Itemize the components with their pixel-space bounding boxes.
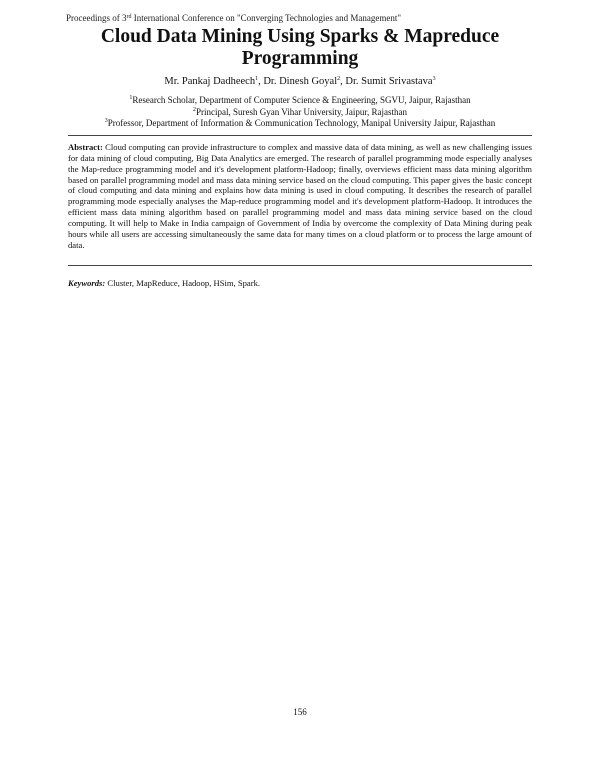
- author-affiliation-mark: 3: [432, 76, 436, 82]
- affiliation: [60, 118, 540, 130]
- author-separator: ,: [340, 76, 346, 87]
- running-head-ordinal: rd: [126, 14, 132, 20]
- abstract: [68, 142, 532, 250]
- keywords: [68, 278, 532, 289]
- author-name: Dr. Dinesh Goyal: [263, 76, 338, 87]
- author-list: [60, 75, 540, 88]
- keywords-label: Keywords:: [68, 278, 106, 288]
- running-head: [66, 12, 401, 24]
- paper-title: Cloud Data Mining Using Sparks & Mapreduce Programming: [100, 26, 500, 69]
- author-name: Mr. Pankaj Dadheech: [164, 76, 256, 87]
- affiliation-mark: 1: [129, 95, 133, 101]
- author-affiliation-mark: 1: [255, 76, 259, 82]
- running-head-suffix: International Conference on "Converging Technologies and Management": [131, 13, 402, 23]
- running-head-prefix: Proceedings of 3: [66, 13, 127, 23]
- affiliation-mark: 3: [104, 118, 108, 124]
- author-separator: ,: [258, 76, 264, 87]
- author-name: Dr. Sumit Srivastava: [345, 76, 433, 87]
- abstract-text: Cloud computing can provide infrastructure to complex and massive data of data mining, as well as new challenging issues for data mining of cloud computing, Big Data Analytics are emerged. The research of parallel programming mode especially analyses the Map-reduce programming model and it's development platform-Hadoop; finally, overviews efficient mass data mining algorithm based on parallel programming model and mass data mining service based on the cloud computing. This paper gives the basic concept of cloud computing and data mining and explains how data mining is used in cloud computing. It describes the research of parallel programming mode especially analyses the Map-reduce programming model and it's development platform-Hadoop. It introduces the efficient mass data mining algorithm based on parallel programming model and mass data mining service based on the cloud computing. It will help to Make in India campaign of Government of India by overcome the complexity of Data Mining during peak hours while all users are accessing simultaneously the same data for many times on a cloud platform or to process the large amount of data.: [68, 142, 532, 250]
- affiliation: [60, 95, 540, 107]
- affiliation-text: Research Scholar, Department of Computer Science & Engineering, SGVU, Jaipur, Rajasthan: [132, 95, 471, 105]
- affiliation-text: Principal, Suresh Gyan Vihar University, Jaipur, Rajasthan: [195, 106, 408, 117]
- abstract-top-divider: [68, 135, 532, 136]
- keywords-text: Cluster, MapReduce, Hadoop, HSim, Spark.: [105, 278, 261, 288]
- affiliation-list: [60, 95, 540, 130]
- abstract-bottom-divider: [68, 265, 532, 266]
- abstract-label: Abstract:: [68, 142, 103, 152]
- page-number: 156: [293, 707, 307, 717]
- affiliation-text: Professor, Department of Information & Communication Technology, Manipal University Jaipur, Rajasthan: [107, 118, 496, 128]
- affiliation-mark: 2: [192, 106, 196, 113]
- affiliation: [60, 107, 540, 119]
- author-affiliation-mark: 2: [337, 76, 341, 82]
